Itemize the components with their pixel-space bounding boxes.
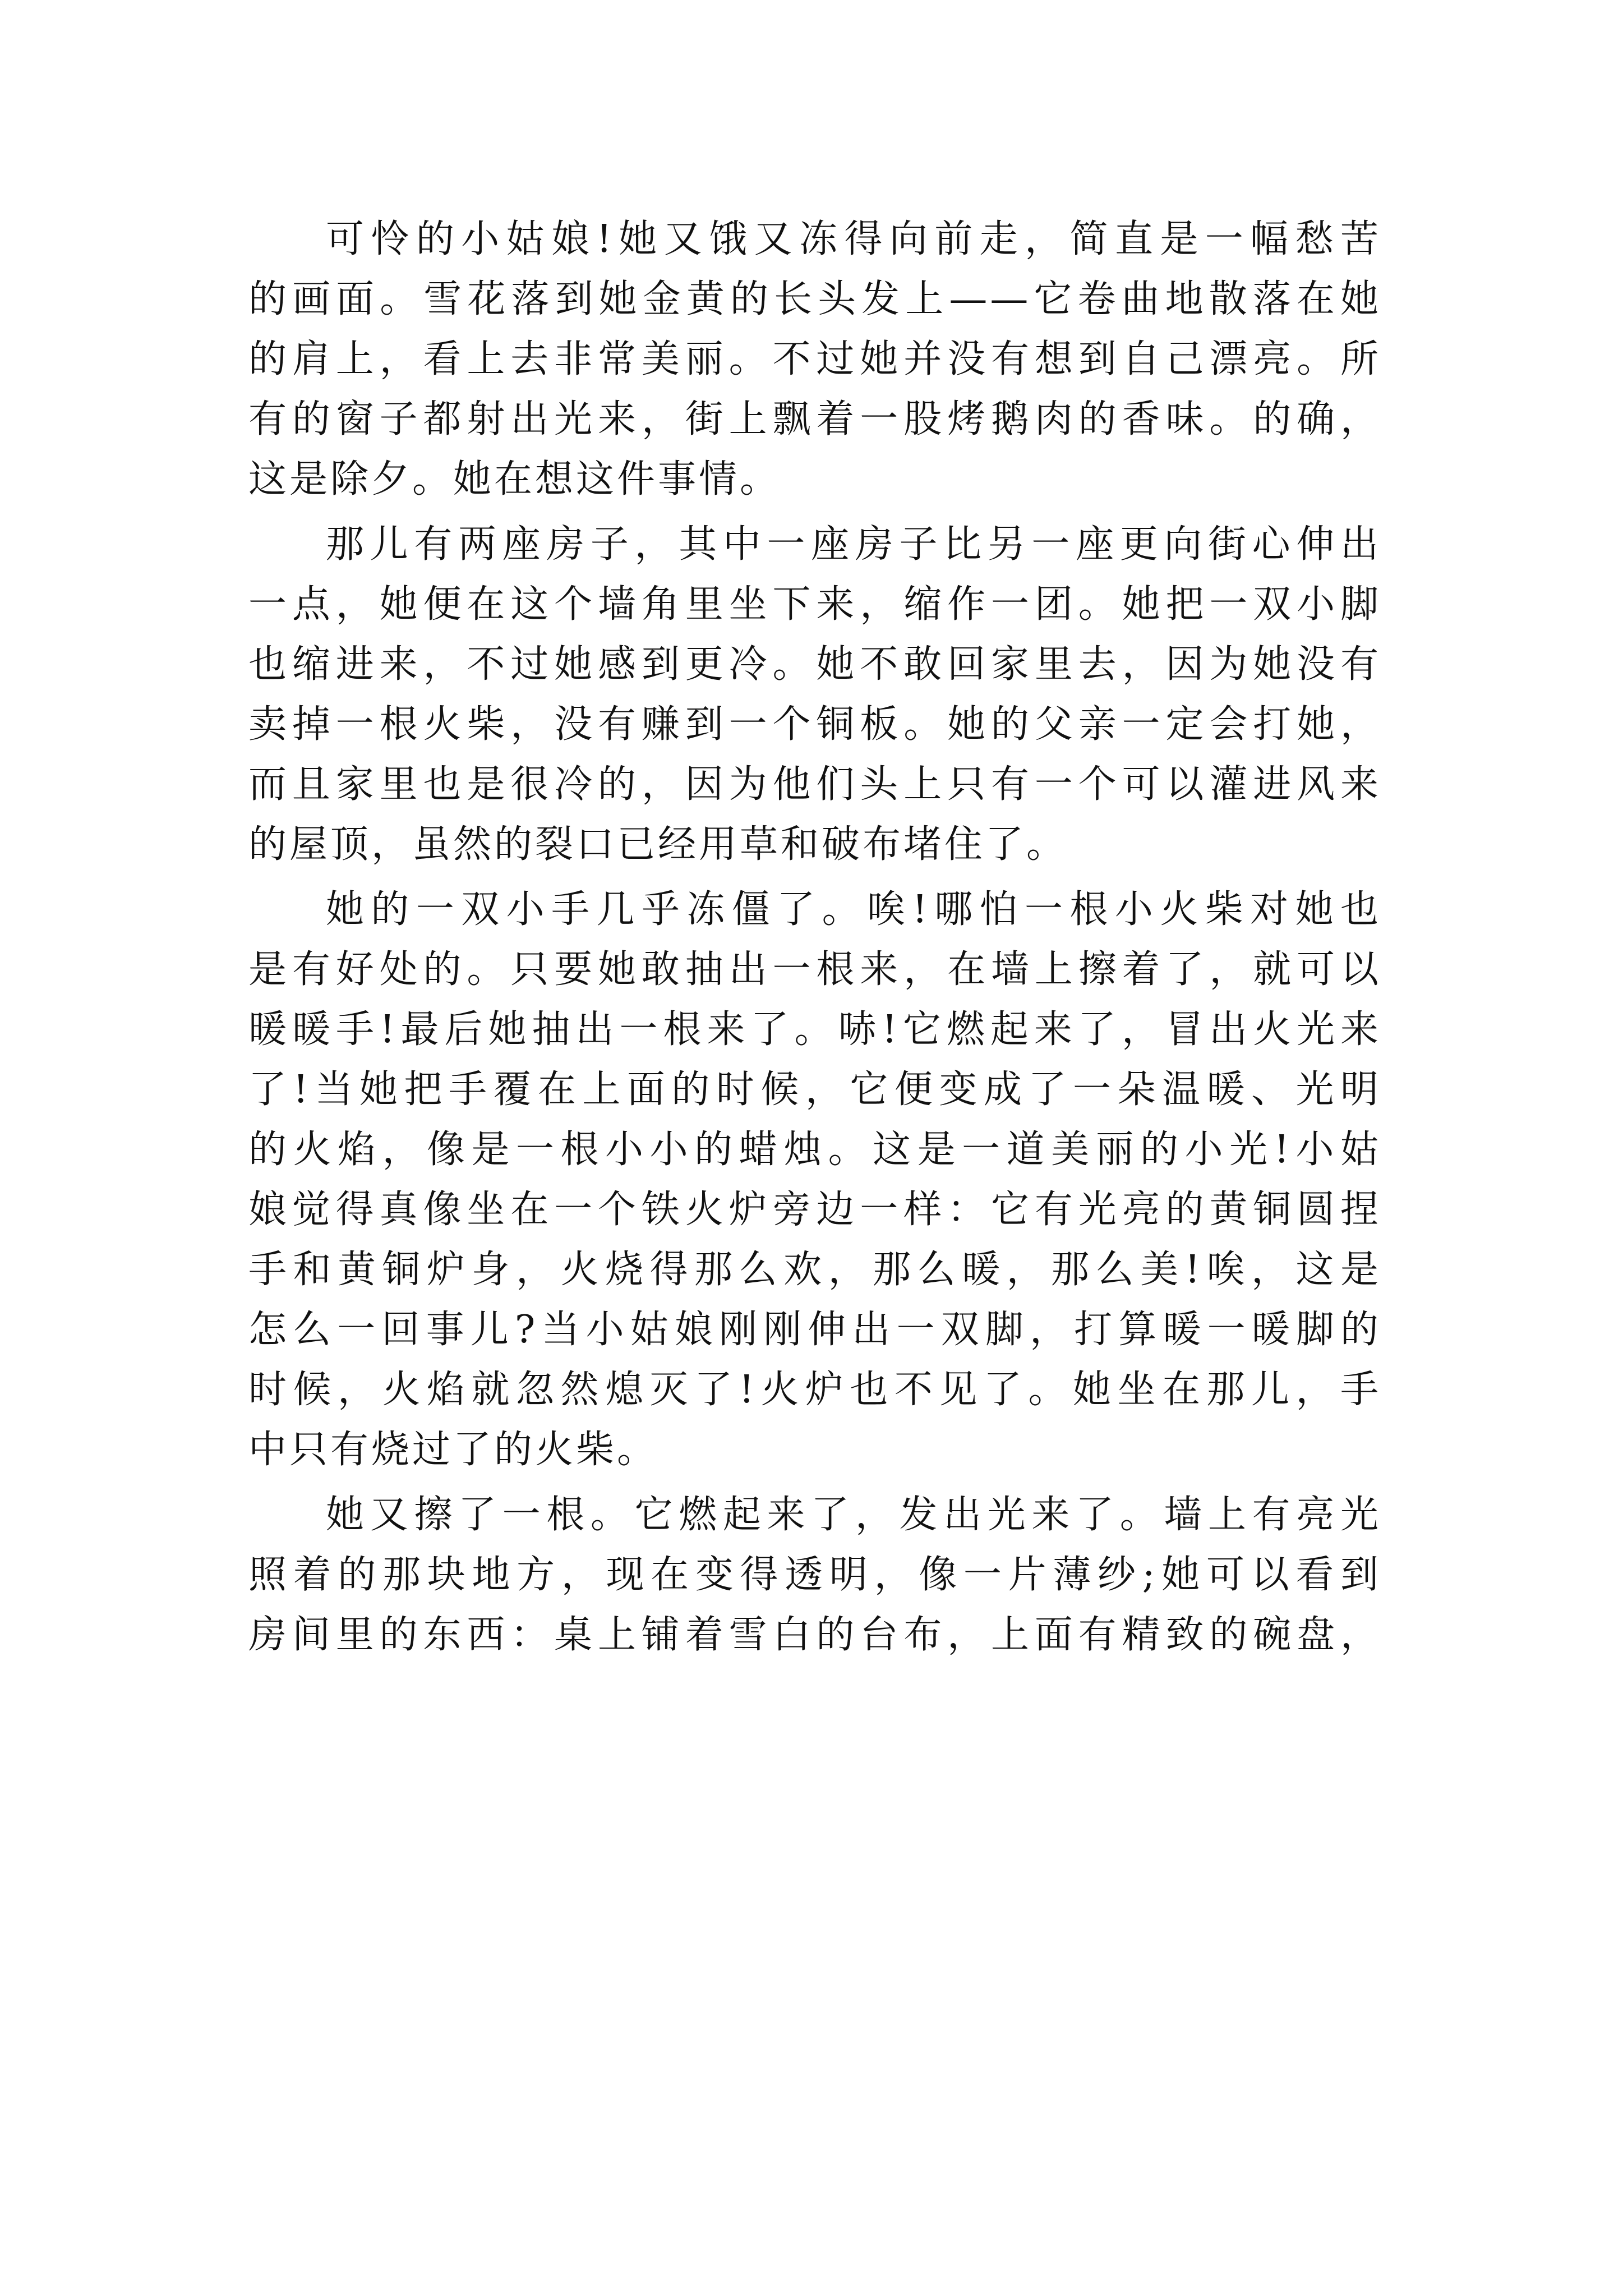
paragraph-2-line-3: 也缩进来，不过她感到更冷。她不敢回家里去，因为她没有 (248, 642, 1381, 687)
paragraph-3-line-4: 了!当她把手覆在上面的时候，它便变成了一朵温暖、光明 (248, 1068, 1381, 1112)
paragraph-4-line-3: 房间里的东西：桌上铺着雪白的台布，上面有精致的碗盘， (248, 1613, 1381, 1657)
paragraph-3-line-1: 她的一双小手几乎冻僵了。唉!哪怕一根小火柴对她也 (326, 887, 1381, 932)
paragraph-2-line-5: 而且家里也是很冷的，因为他们头上只有一个可以灌进风来 (248, 762, 1381, 807)
paragraph-3-line-5: 的火焰，像是一根小小的蜡烛。这是一道美丽的小光!小姑 (248, 1128, 1381, 1172)
paragraph-1-line-2: 的画面。雪花落到她金黄的长头发上——它卷曲地散落在她 (248, 277, 1381, 321)
paragraph-3-line-10: 中只有烧过了的火柴。 (248, 1428, 658, 1472)
paragraph-1-line-3: 的肩上，看上去非常美丽。不过她并没有想到自己漂亮。所 (248, 337, 1381, 381)
paragraph-4-line-1: 她又擦了一根。它燃起来了，发出光来了。墙上有亮光 (326, 1493, 1381, 1537)
paragraph-1-line-4: 有的窗子都射出光来，街上飘着一股烤鹅肉的香味。的确， (248, 397, 1381, 441)
paragraph-3-line-8: 怎么一回事儿?当小姑娘刚刚伸出一双脚，打算暖一暖脚的 (248, 1308, 1381, 1352)
paragraph-4-line-2: 照着的那块地方，现在变得透明，像一片薄纱;她可以看到 (248, 1553, 1381, 1597)
paragraph-3-line-2: 是有好处的。只要她敢抽出一根来，在墙上擦着了，就可以 (248, 947, 1381, 992)
paragraph-2-line-6: 的屋顶，虽然的裂口已经用草和破布堵住了。 (248, 822, 1068, 867)
paragraph-2-line-2: 一点，她便在这个墙角里坐下来，缩作一团。她把一双小脚 (248, 582, 1381, 627)
paragraph-3-line-7: 手和黄铜炉身，火烧得那么欢，那么暖，那么美!唉，这是 (248, 1248, 1381, 1292)
paragraph-3-line-9: 时候，火焰就忽然熄灭了!火炉也不见了。她坐在那儿，手 (248, 1368, 1381, 1412)
paragraph-3-line-6: 娘觉得真像坐在一个铁火炉旁边一样：它有光亮的黄铜圆捏 (248, 1188, 1381, 1232)
paragraph-1-line-1: 可怜的小姑娘!她又饿又冻得向前走，简直是一幅愁苦 (326, 217, 1381, 261)
paragraph-2-line-1: 那儿有两座房子，其中一座房子比另一座更向街心伸出 (326, 522, 1381, 567)
paragraph-3-line-3: 暖暖手!最后她抽出一根来了。哧!它燃起来了，冒出火光来 (248, 1007, 1381, 1052)
paragraph-2-line-4: 卖掉一根火柴，没有赚到一个铜板。她的父亲一定会打她， (248, 702, 1381, 747)
paragraph-1-line-5: 这是除夕。她在想这件事情。 (248, 457, 781, 501)
